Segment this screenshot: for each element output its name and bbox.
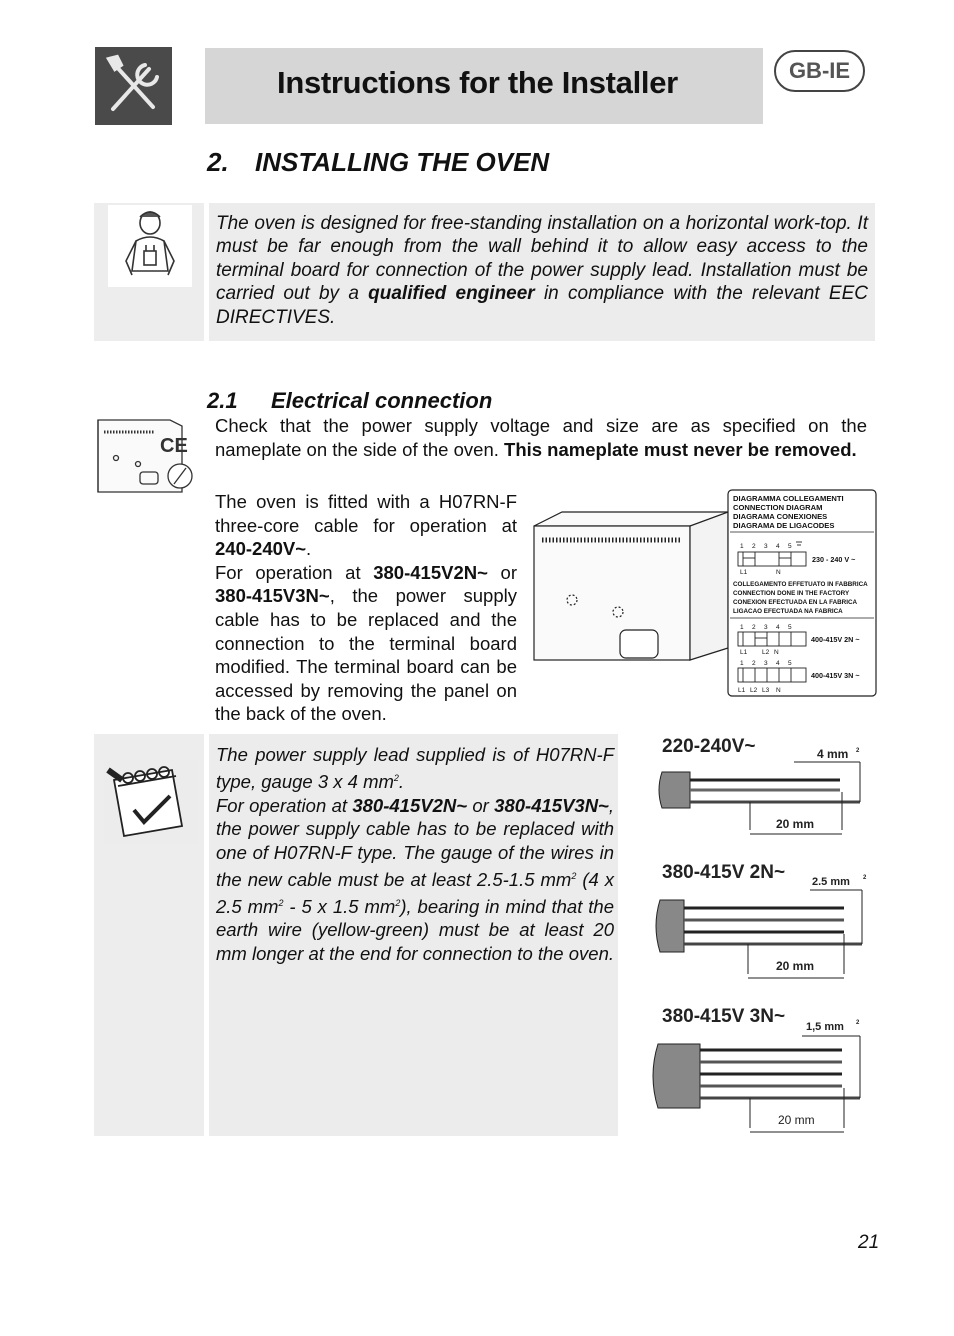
para2-text: , the power supply cable has to be replaced and the connection to the terminal board modified. The terminal board can be accessed by removing the panel on the back of the oven.: [215, 585, 517, 725]
factory-line-1: COLLEGAMENTO EFFETUATO IN FABBRICA: [733, 581, 868, 588]
factory-line-3: CONEXION EFECTUADA EN LA FABRICA: [733, 599, 858, 606]
oven-connection-diagram: [532, 488, 878, 700]
row2-label-l2: L2: [762, 649, 770, 656]
svg-text:CE: CE: [160, 435, 188, 457]
row2-terminal-3: 3: [764, 624, 768, 631]
para2-bold: 240-240V~: [215, 538, 307, 560]
terminal-4: 4: [776, 543, 780, 550]
para2-text: or: [487, 561, 517, 583]
note-bold: 380-415V3N~: [494, 794, 609, 816]
cable3-length: 20 mm: [778, 1113, 815, 1127]
header-bar: [205, 48, 763, 124]
note-text: The power supply lead supplied is of H07RN-F type, gauge 3 x 4 mm: [216, 744, 614, 792]
row2-terminal-2: 2: [752, 624, 756, 631]
para2-bold: 380-415V2N~: [373, 561, 488, 583]
section-heading: INSTALLING THE OVEN: [255, 147, 550, 177]
row1-voltage: 230 - 240 V ~: [812, 555, 856, 564]
para2-bold: 380-415V3N~: [215, 585, 330, 607]
terminal-3: 3: [764, 543, 768, 550]
terminal-1: 1: [740, 543, 744, 550]
row3-terminal-3: 3: [764, 660, 768, 667]
note-text: For operation at: [216, 794, 353, 816]
cable1-gauge: 4 mm: [817, 747, 849, 761]
cable2-voltage: 380-415V 2N~: [662, 862, 786, 883]
cable1-voltage: 220-240V~: [662, 736, 756, 757]
subsection-title: [207, 388, 492, 414]
row2-terminal-4: 4: [776, 624, 780, 631]
diagram-title-2: CONNECTION DIAGRAM: [733, 503, 823, 512]
row3-terminal-1: 1: [740, 660, 744, 667]
diagram-title-1: DIAGRAMMA COLLEGAMENTI: [733, 494, 844, 503]
note-text: (4 x 2.5 mm: [216, 868, 615, 917]
row3-label-l2: L2: [750, 687, 758, 694]
engineer-icon: [108, 205, 192, 287]
row3-terminal-4: 4: [776, 660, 780, 667]
terminal-2: 2: [752, 543, 756, 550]
note-sup: 2: [393, 772, 399, 783]
notepad-check-icon: [104, 760, 198, 844]
note-text: , the power supply cable has to be replaced with one of H07RN-F type. The gauge of the wires in the new cable must be at least 2.5-1.5 mm: [216, 794, 614, 890]
cable3-gauge-sup: 2: [856, 1020, 860, 1026]
row3-terminal-5: 5: [788, 660, 792, 667]
row3-terminal-2: 2: [752, 660, 756, 667]
para1-bold: This nameplate must never be removed.: [504, 438, 857, 460]
intro-paragraph: [216, 212, 868, 329]
cable1-gauge-sup: 2: [856, 748, 860, 754]
cable2-length: 20 mm: [776, 959, 815, 973]
cable-diagrams: [650, 730, 875, 1140]
tools-icon: [95, 47, 172, 125]
factory-line-2: CONNECTION DONE IN THE FACTORY: [733, 590, 850, 597]
nameplate-paragraph: [215, 414, 867, 461]
note-bold: 380-415V2N~: [352, 794, 468, 816]
note-sup: 2: [571, 870, 577, 881]
row3-label-l3: L3: [762, 687, 770, 694]
para2-text: For operation at: [215, 561, 374, 583]
cable2-gauge: 2.5 mm: [812, 876, 850, 888]
cable2-gauge-sup: 2: [863, 875, 867, 881]
row3-label-n: N: [776, 687, 781, 694]
subsection-number: 2.1: [207, 388, 238, 413]
cable1-length: 20 mm: [776, 817, 815, 831]
nameplate-icon: [94, 412, 198, 494]
row1-label-l1: L1: [740, 569, 748, 576]
row1-label-n: N: [776, 569, 781, 576]
terminal-5: 5: [788, 543, 792, 550]
row2-terminal-1: 1: [740, 624, 744, 631]
intro-text-part: The oven is designed for free-standing installation on a horizontal work-top. It must be far enough from the wall behind it to allow easy access to the terminal board for connection of the power supply lead. Installation must be carried out by a: [216, 213, 868, 305]
page-header-title: Instructions for the Installer: [277, 65, 678, 100]
note-text: or: [467, 794, 495, 816]
diagram-title-3: DIAGRAMA CONEXIONES: [733, 512, 828, 521]
cable-paragraph: [215, 490, 517, 726]
row2-label-n: N: [774, 649, 779, 656]
note-text: ), bearing in mind that the earth wire (yellow-green) must be at least 20 mm longer at the end for connection to the oven.: [216, 895, 614, 965]
para1-text: Check that the power supply voltage and size are as specified on the nameplate on the side of the oven.: [215, 415, 867, 460]
subsection-heading: Electrical connection: [271, 388, 493, 413]
page-number: 21: [858, 1232, 880, 1253]
para2-text: The oven is fitted with a H07RN-F three-core cable for operation at: [215, 491, 517, 536]
note-sup: 2: [278, 897, 284, 908]
cable-note-paragraph: [216, 743, 614, 966]
row2-label-l1: L1: [740, 649, 748, 656]
intro-bold: qualified engineer: [368, 283, 535, 305]
para2-text: .: [306, 538, 312, 560]
factory-line-4: LIGACAO EFECTUADA NA FABRICA: [733, 608, 843, 615]
note-text: - 5 x 1.5 mm: [283, 895, 396, 917]
cable3-voltage: 380-415V 3N~: [662, 1006, 786, 1027]
row3-label-l1: L1: [738, 687, 746, 694]
note-text: .: [398, 770, 405, 792]
row3-voltage: 400-415V 3N ~: [811, 671, 860, 680]
region-badge: GB-IE: [774, 50, 865, 92]
diagram-title-4: DIAGRAMA DE LIGACODES: [733, 521, 835, 530]
cable3-gauge: 1,5 mm: [806, 1021, 844, 1033]
note-sup: 2: [395, 897, 401, 908]
row2-voltage: 400-415V 2N ~: [811, 635, 860, 644]
row2-terminal-5: 5: [788, 624, 792, 631]
intro-text-part: in compliance with the relevant EEC DIRECTIVES.: [216, 283, 868, 328]
section-title: [207, 147, 549, 178]
section-number: 2.: [207, 147, 229, 177]
